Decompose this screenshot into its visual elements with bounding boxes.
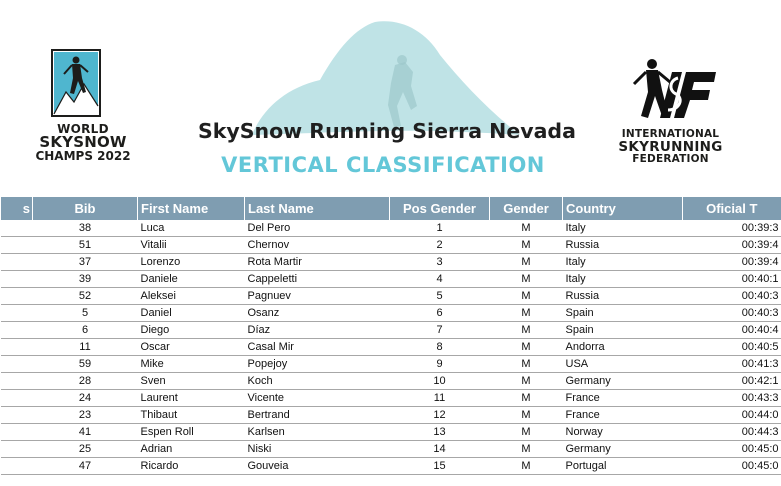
cell-gender: M	[490, 390, 563, 407]
isf-runner-mark-icon	[622, 56, 718, 126]
cell-last-name: Gouveia	[245, 458, 390, 475]
logo-line-federation: FEDERATION	[632, 153, 709, 166]
cell-country: Portugal	[563, 458, 683, 475]
cell-gender: M	[490, 220, 563, 237]
cell-first-name: Vitalii	[138, 237, 245, 254]
runner-mountain-badge-icon	[50, 48, 102, 118]
table-row	[1, 458, 781, 475]
cell-gender: M	[490, 407, 563, 424]
table-row	[1, 305, 781, 322]
cell-bib: 59	[33, 356, 138, 373]
cell-pos-gender: 8	[390, 339, 490, 356]
cell-gender: M	[490, 373, 563, 390]
cell-official-time: 00:40:3	[683, 288, 781, 305]
cell-gender: M	[490, 322, 563, 339]
cell-bib: 24	[33, 390, 138, 407]
cell-country: Italy	[563, 271, 683, 288]
cell-pos	[1, 390, 33, 407]
table-row	[1, 271, 781, 288]
cell-pos	[1, 407, 33, 424]
cell-official-time: 00:39:3	[683, 220, 781, 237]
logo-line-champs: CHAMPS 2022	[35, 149, 131, 163]
cell-last-name: Popejoy	[245, 356, 390, 373]
column-header-bib: Bib	[33, 197, 138, 220]
cell-first-name: Ricardo	[138, 458, 245, 475]
cell-first-name: Espen Roll	[138, 424, 245, 441]
cell-official-time: 00:44:0	[683, 407, 781, 424]
cell-last-name: Rota Martir	[245, 254, 390, 271]
column-header-pos: s	[1, 197, 33, 220]
cell-pos	[1, 441, 33, 458]
cell-pos-gender: 14	[390, 441, 490, 458]
cell-last-name: Niski	[245, 441, 390, 458]
cell-last-name: Pagnuev	[245, 288, 390, 305]
cell-official-time: 00:40:1	[683, 271, 781, 288]
cell-bib: 47	[33, 458, 138, 475]
results-table	[0, 197, 781, 475]
cell-country: Germany	[563, 373, 683, 390]
international-skyrunning-federation-logo	[600, 56, 741, 176]
table-row	[1, 356, 781, 373]
cell-last-name: Chernov	[245, 237, 390, 254]
cell-pos	[1, 305, 33, 322]
cell-country: France	[563, 407, 683, 424]
table-row	[1, 424, 781, 441]
cell-first-name: Diego	[138, 322, 245, 339]
cell-pos-gender: 9	[390, 356, 490, 373]
cell-country: Andorra	[563, 339, 683, 356]
column-header-first-name: First Name	[138, 197, 245, 220]
cell-country: USA	[563, 356, 683, 373]
cell-pos-gender: 12	[390, 407, 490, 424]
cell-official-time: 00:41:3	[683, 356, 781, 373]
cell-country: France	[563, 390, 683, 407]
classification-subtitle: VERTICAL CLASSIFICATION	[221, 153, 545, 177]
cell-official-time: 00:42:1	[683, 373, 781, 390]
cell-first-name: Luca	[138, 220, 245, 237]
cell-bib: 25	[33, 441, 138, 458]
cell-pos	[1, 220, 33, 237]
table-row	[1, 220, 781, 237]
column-header-country: Country	[563, 197, 683, 220]
cell-country: Spain	[563, 305, 683, 322]
table-row	[1, 441, 781, 458]
cell-official-time: 00:40:5	[683, 339, 781, 356]
page-header	[0, 0, 741, 195]
table-row	[1, 322, 781, 339]
cell-pos	[1, 322, 33, 339]
cell-bib: 5	[33, 305, 138, 322]
logo-line-skysnow: SKYSNOW	[39, 133, 127, 151]
cell-first-name: Lorenzo	[138, 254, 245, 271]
cell-first-name: Oscar	[138, 339, 245, 356]
table-row	[1, 254, 781, 271]
cell-official-time: 00:39:4	[683, 237, 781, 254]
cell-pos-gender: 10	[390, 373, 490, 390]
cell-pos-gender: 11	[390, 390, 490, 407]
logo-line-international: INTERNATIONAL	[621, 128, 720, 140]
cell-first-name: Mike	[138, 356, 245, 373]
cell-last-name: Vicente	[245, 390, 390, 407]
cell-first-name: Daniel	[138, 305, 245, 322]
cell-bib: 23	[33, 407, 138, 424]
cell-bib: 11	[33, 339, 138, 356]
cell-gender: M	[490, 441, 563, 458]
cell-pos	[1, 339, 33, 356]
cell-pos-gender: 5	[390, 288, 490, 305]
cell-gender: M	[490, 339, 563, 356]
cell-bib: 51	[33, 237, 138, 254]
cell-gender: M	[490, 305, 563, 322]
cell-country: Russia	[563, 288, 683, 305]
cell-official-time: 00:39:4	[683, 254, 781, 271]
cell-gender: M	[490, 356, 563, 373]
cell-pos-gender: 4	[390, 271, 490, 288]
cell-first-name: Laurent	[138, 390, 245, 407]
cell-last-name: Del Pero	[245, 220, 390, 237]
cell-country: Germany	[563, 441, 683, 458]
cell-first-name: Daniele	[138, 271, 245, 288]
cell-pos	[1, 237, 33, 254]
cell-bib: 52	[33, 288, 138, 305]
table-row	[1, 237, 781, 254]
cell-pos-gender: 6	[390, 305, 490, 322]
cell-official-time: 00:45:0	[683, 441, 781, 458]
cell-first-name: Adrian	[138, 441, 245, 458]
cell-pos	[1, 271, 33, 288]
cell-last-name: Karlsen	[245, 424, 390, 441]
cell-gender: M	[490, 237, 563, 254]
cell-pos	[1, 424, 33, 441]
cell-bib: 28	[33, 373, 138, 390]
cell-official-time: 00:43:3	[683, 390, 781, 407]
cell-pos-gender: 15	[390, 458, 490, 475]
cell-country: Russia	[563, 237, 683, 254]
cell-country: Italy	[563, 254, 683, 271]
cell-last-name: Cappeletti	[245, 271, 390, 288]
event-title: SkySnow Running Sierra Nevada	[198, 119, 576, 143]
cell-country: Spain	[563, 322, 683, 339]
cell-pos	[1, 288, 33, 305]
cell-first-name: Sven	[138, 373, 245, 390]
column-header-gender: Gender	[490, 197, 563, 220]
cell-official-time: 00:44:3	[683, 424, 781, 441]
cell-country: Norway	[563, 424, 683, 441]
cell-gender: M	[490, 288, 563, 305]
cell-bib: 37	[33, 254, 138, 271]
cell-gender: M	[490, 254, 563, 271]
cell-country: Italy	[563, 220, 683, 237]
table-header-row	[1, 197, 781, 220]
cell-gender: M	[490, 458, 563, 475]
cell-bib: 38	[33, 220, 138, 237]
cell-last-name: Osanz	[245, 305, 390, 322]
cell-gender: M	[490, 424, 563, 441]
table-row	[1, 407, 781, 424]
cell-official-time: 00:45:0	[683, 458, 781, 475]
column-header-official-time: Oficial T	[683, 197, 781, 220]
table-row	[1, 390, 781, 407]
column-header-pos-gender: Pos Gender	[390, 197, 490, 220]
cell-last-name: Casal Mir	[245, 339, 390, 356]
logo-line-world: WORLD	[57, 122, 109, 136]
cell-first-name: Thibaut	[138, 407, 245, 424]
table-row	[1, 373, 781, 390]
table-row	[1, 339, 781, 356]
cell-pos-gender: 3	[390, 254, 490, 271]
cell-bib: 6	[33, 322, 138, 339]
logo-line-skyrunning: SKYRUNNING	[618, 139, 723, 156]
cell-last-name: Koch	[245, 373, 390, 390]
cell-pos-gender: 7	[390, 322, 490, 339]
cell-bib: 41	[33, 424, 138, 441]
cell-pos-gender: 2	[390, 237, 490, 254]
cell-official-time: 00:40:3	[683, 305, 781, 322]
cell-pos	[1, 254, 33, 271]
world-skysnow-champs-logo	[28, 48, 138, 174]
cell-gender: M	[490, 271, 563, 288]
cell-bib: 39	[33, 271, 138, 288]
cell-pos-gender: 13	[390, 424, 490, 441]
cell-pos	[1, 458, 33, 475]
column-header-last-name: Last Name	[245, 197, 390, 220]
table-row	[1, 288, 781, 305]
cell-pos	[1, 356, 33, 373]
cell-pos	[1, 373, 33, 390]
cell-official-time: 00:40:4	[683, 322, 781, 339]
cell-pos-gender: 1	[390, 220, 490, 237]
cell-last-name: Díaz	[245, 322, 390, 339]
cell-last-name: Bertrand	[245, 407, 390, 424]
cell-first-name: Aleksei	[138, 288, 245, 305]
